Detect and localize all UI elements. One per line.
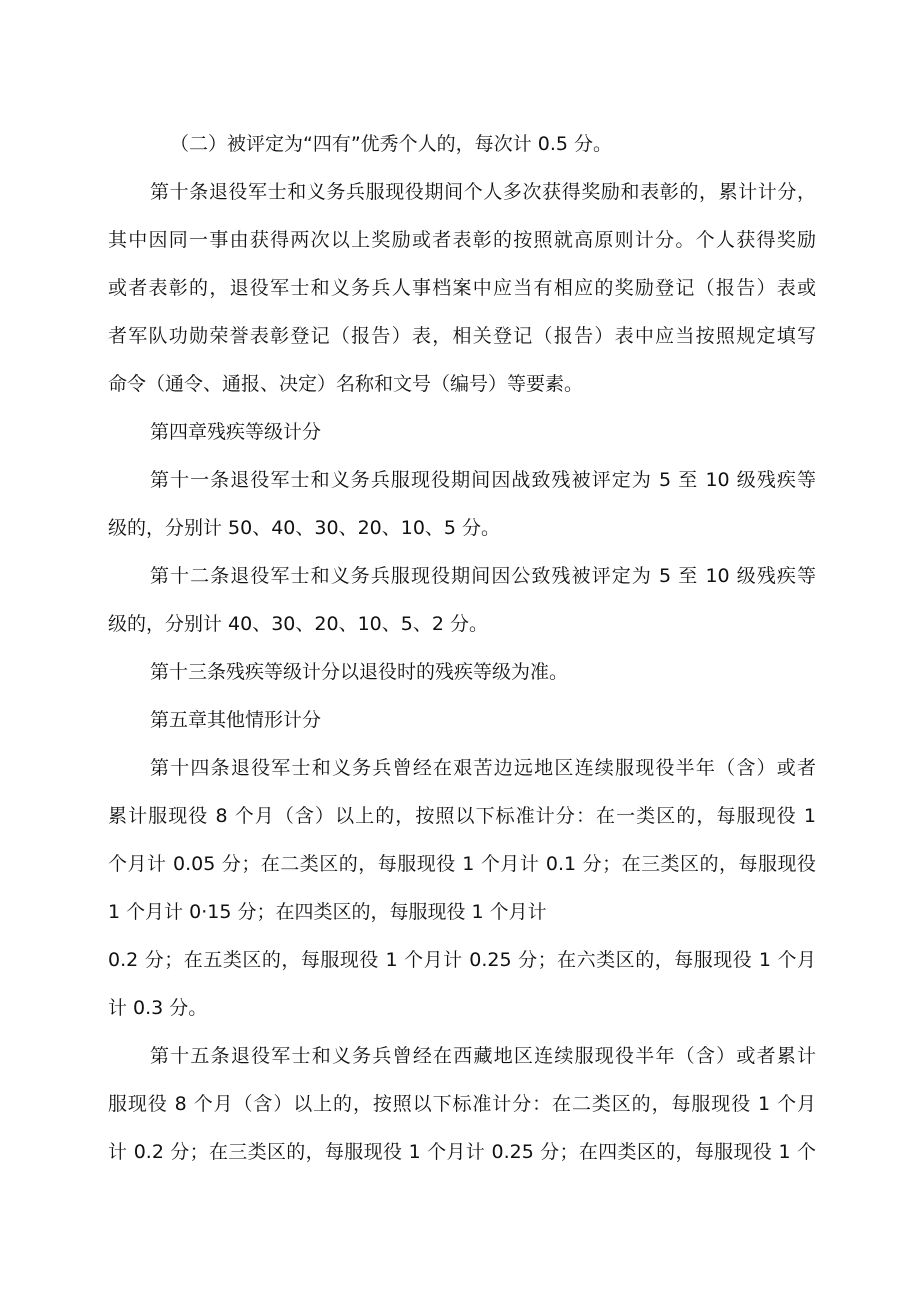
paragraph-line: 者军队功勋荣誉表彰登记（报告）表，相关登记（报告）表中应当按照规定填写 (108, 325, 816, 347)
paragraph-line: 命令（通令、通报、决定）名称和文号（编号）等要素。 (108, 373, 584, 395)
paragraph-line: 级的，分别计 50、40、30、20、10、5 分。 (108, 517, 501, 539)
paragraph-line: 计 0.3 分。 (108, 997, 208, 1019)
paragraph-line: 第十条退役军士和义务兵服现役期间个人多次获得奖励和表彰的，累计计分， (150, 181, 816, 203)
paragraph-line: 计 0.2 分；在三类区的，每服现役 1 个月计 0.25 分；在四类区的，每服现役 1 个 (108, 1141, 816, 1163)
paragraph-line: 第十二条退役军士和义务兵服现役期间因公致残被评定为 5 至 10 级残疾等 (150, 565, 816, 587)
paragraph-line: 服现役 8 个月（含）以上的，按照以下标准计分：在二类区的，每服现役 1 个月 (108, 1093, 816, 1115)
paragraph-line: 累计服现役 8 个月（含）以上的，按照以下标准计分：在一类区的，每服现役 1 (108, 805, 816, 827)
chapter-heading: 第五章其他情形计分 (150, 709, 322, 731)
paragraph-line: （二）被评定为“四有”优秀个人的，每次计 0.5 分。 (170, 133, 612, 155)
paragraph-line: 其中因同一事由获得两次以上奖励或者表彰的按照就高原则计分。个人获得奖励 (108, 229, 816, 251)
paragraph-line: 级的，分别计 40、30、20、10、5、2 分。 (108, 613, 488, 635)
paragraph-line: 第十五条退役军士和义务兵曾经在西藏地区连续服现役半年（含）或者累计 (150, 1045, 816, 1067)
document-page (108, 120, 816, 1176)
paragraph-line: 或者表彰的，退役军士和义务兵人事档案中应当有相应的奖励登记（报告）表或 (108, 277, 816, 299)
paragraph-line: 0.2 分；在五类区的，每服现役 1 个月计 0.25 分；在六类区的，每服现役 1 个月 (108, 949, 816, 971)
chapter-heading: 第四章残疾等级计分 (150, 421, 322, 443)
paragraph-line: 第十三条残疾等级计分以退役时的残疾等级为准。 (150, 661, 569, 683)
paragraph-line: 第十四条退役军士和义务兵曾经在艰苦边远地区连续服现役半年（含）或者 (150, 757, 816, 779)
paragraph-line: 1 个月计 0·15 分；在四类区的，每服现役 1 个月计 (108, 901, 547, 923)
paragraph-line: 个月计 0.05 分；在二类区的，每服现役 1 个月计 0.1 分；在三类区的，每服现役 (108, 853, 816, 875)
paragraph-line: 第十一条退役军士和义务兵服现役期间因战致残被评定为 5 至 10 级残疾等 (150, 469, 816, 491)
